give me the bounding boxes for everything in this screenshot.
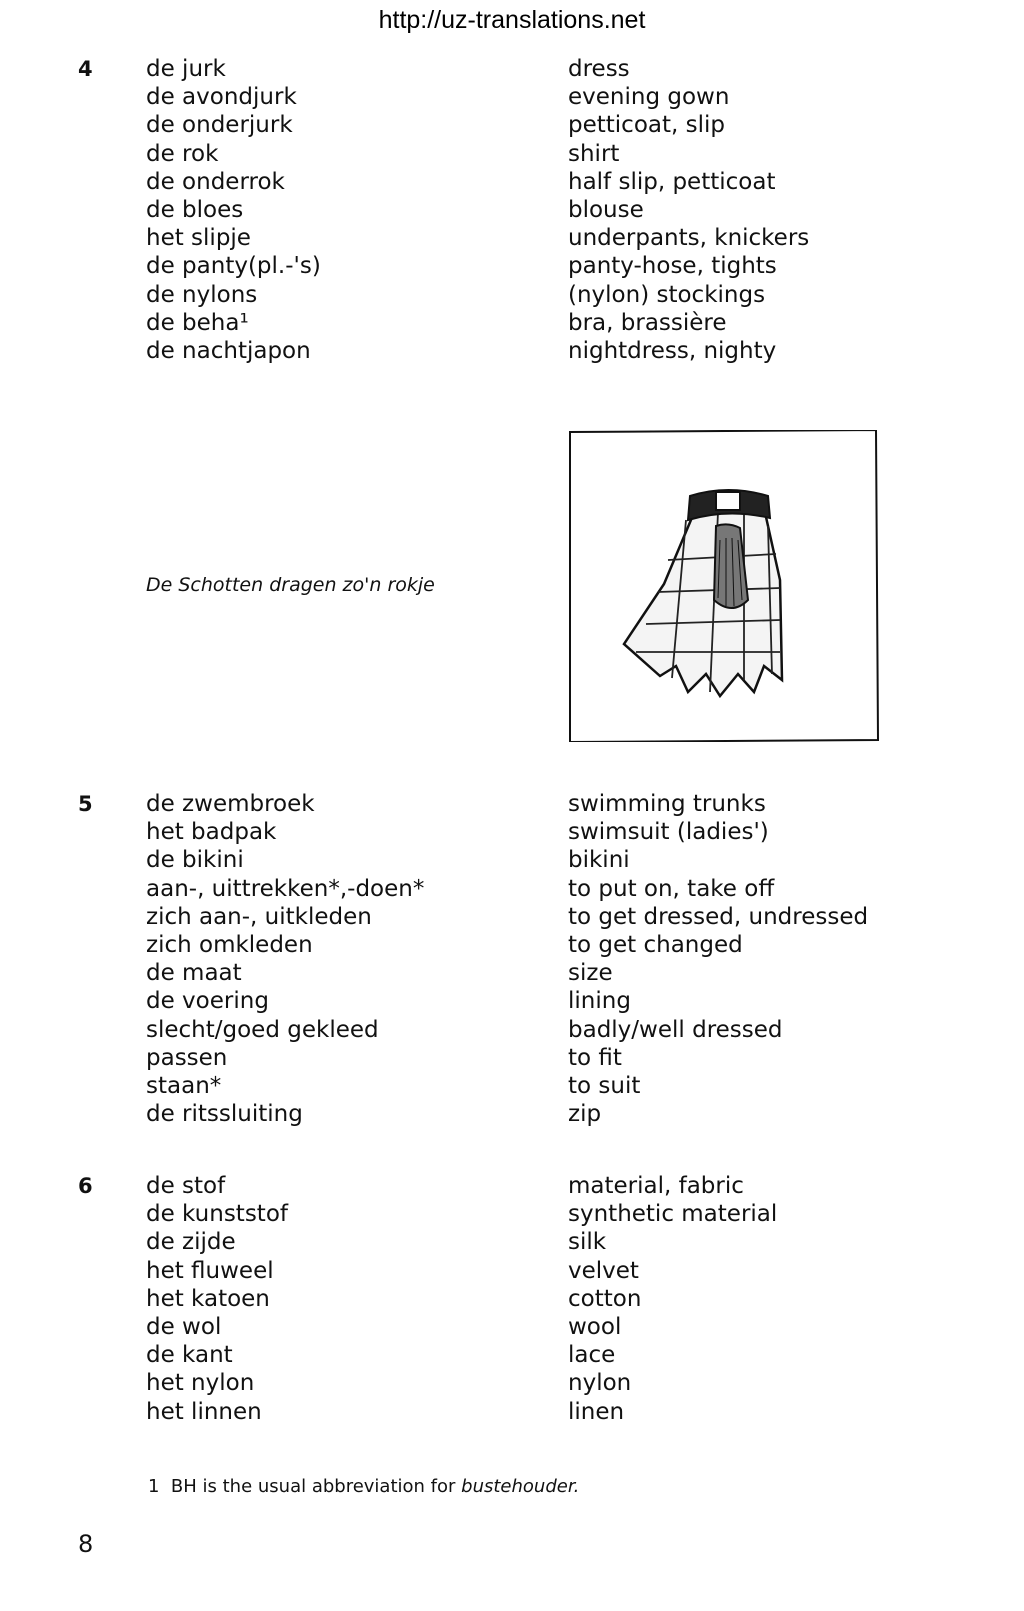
- dutch-term: aan-, uittrekken*,-doen*: [146, 875, 425, 902]
- english-term: blouse: [568, 197, 644, 224]
- english-term: nylon: [568, 1370, 632, 1397]
- dutch-term: passen: [146, 1044, 228, 1071]
- illustration-frame: [568, 430, 880, 742]
- dutch-term: de avondjurk: [146, 84, 297, 111]
- dutch-term: de beha¹: [146, 309, 249, 336]
- dutch-term: de bloes: [146, 197, 244, 224]
- footnote-term: bustehouder.: [461, 1476, 580, 1497]
- illustration-caption: De Schotten dragen zo'n rokje: [146, 574, 435, 596]
- dutch-term: het katoen: [146, 1285, 270, 1312]
- english-term: panty-hose, tights: [568, 253, 777, 280]
- dutch-term: de onderjurk: [146, 112, 293, 139]
- source-url: http://uz-translations.net: [378, 6, 646, 34]
- dutch-term: de nylons: [146, 281, 258, 308]
- dutch-term: de maat: [146, 960, 242, 987]
- english-term: zip: [568, 1101, 602, 1128]
- dutch-term: de rok: [146, 140, 219, 167]
- dutch-term: zich aan-, uitkleden: [146, 903, 372, 930]
- english-term: shirt: [568, 140, 620, 167]
- english-term: cotton: [568, 1285, 642, 1312]
- dutch-term: de kant: [146, 1342, 233, 1369]
- dutch-term: slecht/goed gekleed: [146, 1016, 379, 1043]
- english-term: to put on, take off: [568, 875, 775, 902]
- english-term: half slip, petticoat: [568, 168, 776, 195]
- english-term: bikini: [568, 847, 630, 874]
- english-term: (nylon) stockings: [568, 281, 766, 308]
- dutch-term: zich omkleden: [146, 932, 313, 959]
- dutch-term: de ritssluiting: [146, 1101, 303, 1128]
- dutch-term: de zijde: [146, 1229, 236, 1256]
- dutch-column: [146, 55, 321, 365]
- dutch-term: het nylon: [146, 1370, 255, 1397]
- dutch-column: [146, 790, 424, 1128]
- english-term: wool: [568, 1314, 622, 1341]
- section-number: 5: [78, 792, 93, 816]
- dutch-term: staan*: [146, 1073, 222, 1100]
- english-term: lining: [568, 988, 631, 1015]
- dutch-term: de panty(pl.-'s): [146, 253, 321, 280]
- english-term: to suit: [568, 1073, 641, 1100]
- english-column: [568, 55, 809, 365]
- english-term: synthetic material: [568, 1201, 778, 1228]
- dutch-term: de onderrok: [146, 168, 285, 195]
- dutch-term: de bikini: [146, 847, 244, 874]
- english-term: silk: [568, 1229, 607, 1256]
- dutch-term: het fluweel: [146, 1257, 274, 1284]
- english-column: [568, 1172, 777, 1426]
- english-term: swimming trunks: [568, 791, 766, 817]
- page-number: 8: [78, 1530, 94, 1558]
- dutch-term: de wol: [146, 1314, 222, 1341]
- english-term: petticoat, slip: [568, 112, 725, 139]
- dutch-term: de nachtjapon: [146, 338, 311, 365]
- english-term: material, fabric: [568, 1173, 744, 1199]
- english-term: size: [568, 960, 613, 987]
- english-term: swimsuit (ladies'): [568, 819, 769, 846]
- footnote: [148, 1476, 579, 1497]
- dutch-term: de kunststof: [146, 1201, 288, 1228]
- english-term: lace: [568, 1342, 616, 1369]
- dutch-term: het slipje: [146, 225, 251, 252]
- section-number: 4: [78, 57, 93, 81]
- english-term: bra, brassière: [568, 309, 727, 336]
- english-term: badly/well dressed: [568, 1016, 783, 1043]
- english-term: underpants, knickers: [568, 225, 810, 252]
- dutch-term: het badpak: [146, 819, 277, 846]
- section-number: 6: [78, 1174, 93, 1198]
- footnote-number: 1: [148, 1476, 160, 1497]
- dutch-term: de zwembroek: [146, 791, 315, 817]
- english-term: to fit: [568, 1044, 622, 1071]
- kilt-sketch-icon: [568, 430, 880, 742]
- dutch-term: de stof: [146, 1173, 226, 1199]
- english-term: dress: [568, 56, 630, 82]
- dutch-term: de voering: [146, 988, 269, 1015]
- english-term: nightdress, nighty: [568, 338, 777, 365]
- dutch-term: de jurk: [146, 56, 226, 82]
- english-term: to get changed: [568, 932, 743, 959]
- english-term: linen: [568, 1398, 625, 1425]
- dutch-column: [146, 1172, 288, 1426]
- footnote-text: BH is the usual abbreviation for: [170, 1476, 456, 1497]
- english-column: [568, 790, 868, 1128]
- english-term: velvet: [568, 1257, 639, 1284]
- dutch-term: het linnen: [146, 1398, 262, 1425]
- english-term: evening gown: [568, 84, 730, 111]
- english-term: to get dressed, undressed: [568, 903, 869, 930]
